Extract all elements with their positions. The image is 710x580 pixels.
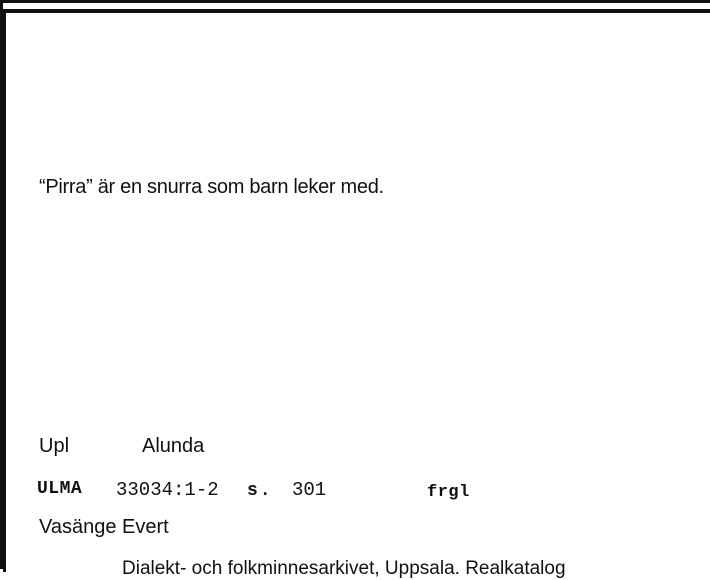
card-body-text: “Pirra” är en snurra som barn leker med.: [39, 176, 384, 198]
card-top-border: [3, 9, 710, 13]
category-code: frgl: [427, 483, 470, 502]
page-number: 301: [292, 479, 327, 501]
parish-label: Alunda: [142, 435, 205, 457]
province-label: Upl: [39, 435, 70, 457]
archive-code: ULMA: [37, 479, 83, 499]
recorder-name: Vasänge Evert: [39, 516, 169, 538]
card-left-border: [3, 9, 6, 572]
archive-footer: Dialekt- och folkminnesarkivet, Uppsala. Realkatalog: [122, 558, 566, 579]
page-label: s.: [247, 481, 273, 501]
accession-number: 33034:1-2: [116, 479, 219, 501]
